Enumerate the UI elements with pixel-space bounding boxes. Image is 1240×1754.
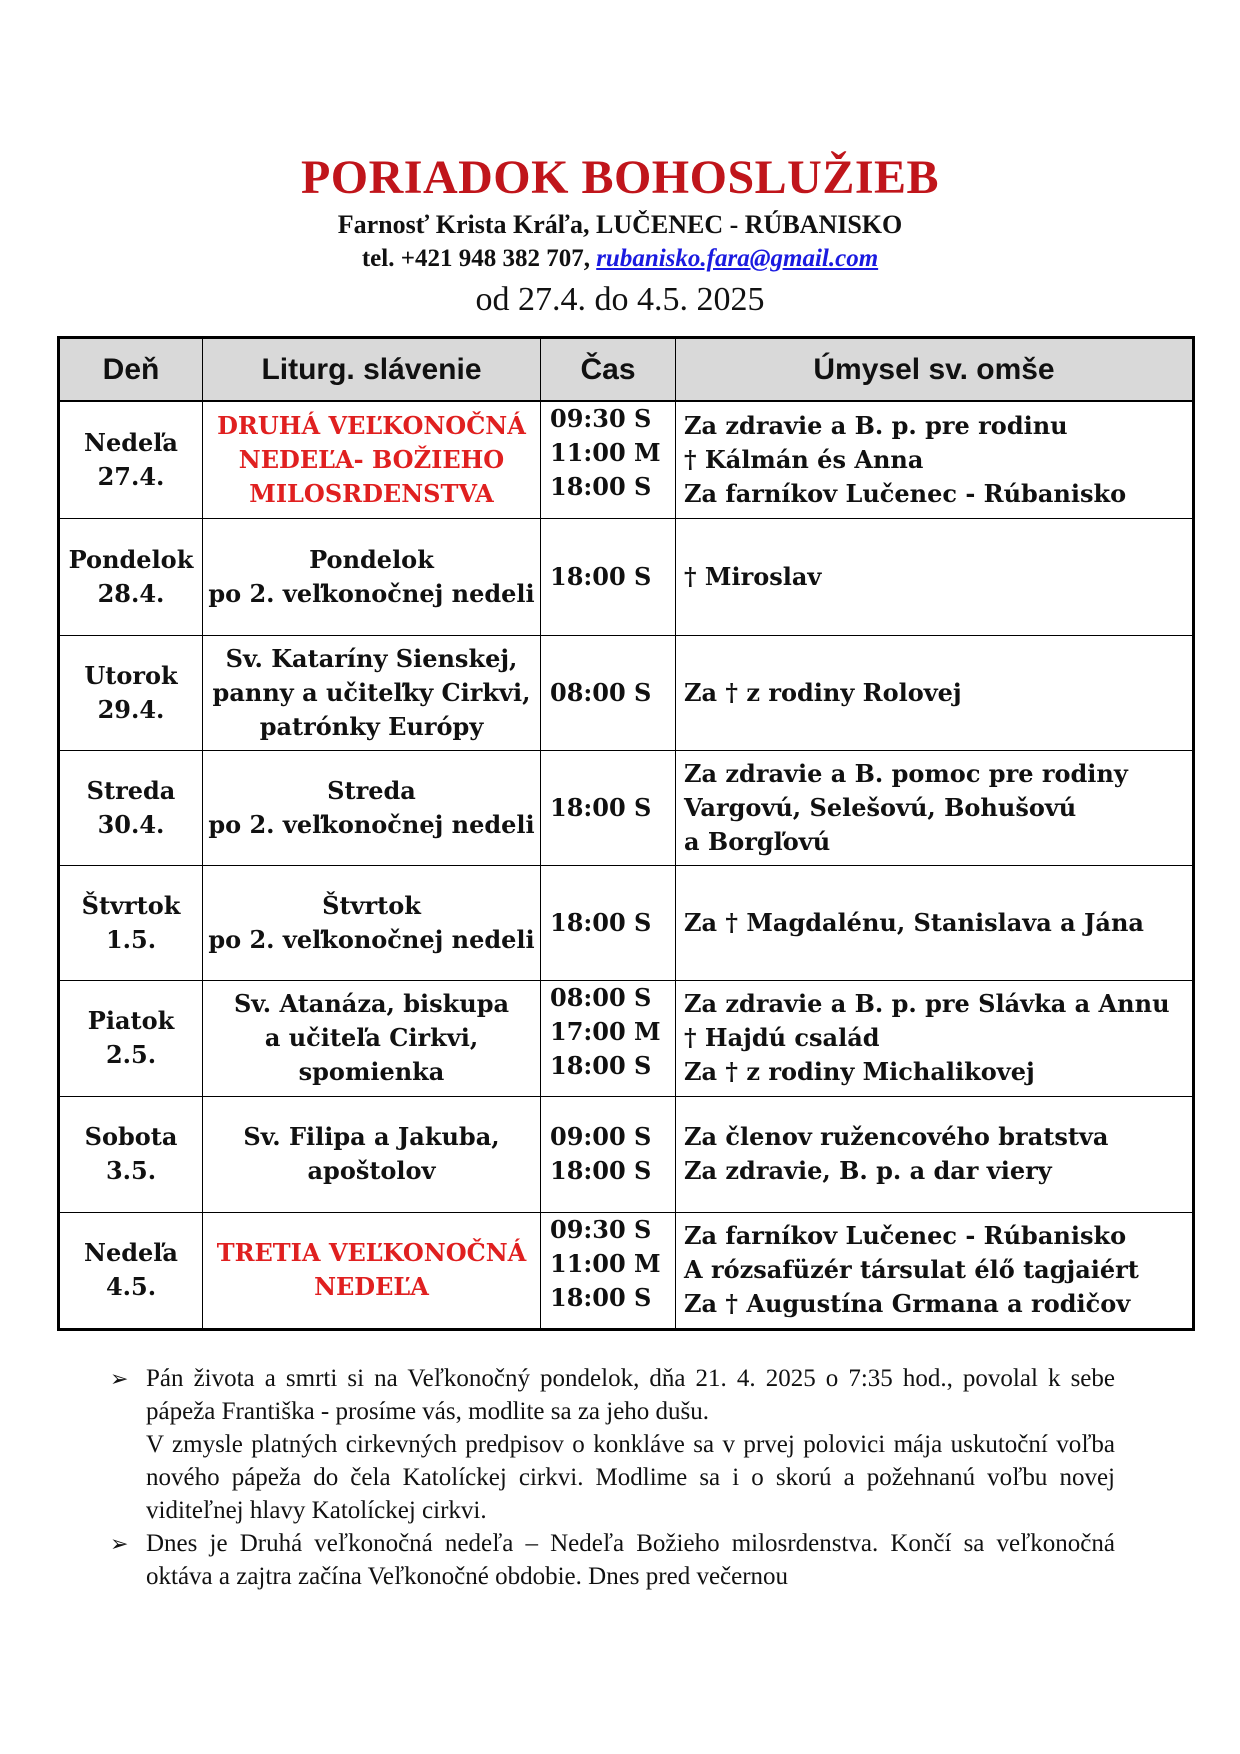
intention-cell (676, 865, 1194, 980)
time-cell (541, 401, 676, 518)
table-row (59, 980, 1194, 1096)
time-cell (541, 1212, 676, 1329)
email-link[interactable]: rubanisko.fara@gmail.com (596, 245, 879, 272)
table-row (59, 635, 1194, 750)
liturgy-line: panny a učiteľky Cirkvi, (212, 677, 531, 707)
liturgy-line: DRUHÁ VEĽKONOČNÁ (217, 410, 526, 440)
day-date: 1.5. (105, 924, 157, 954)
liturgy-line: Sv. Filipa a Jakuba, (243, 1122, 500, 1151)
intention-line: Za zdravie a B. p. pre rodinu (684, 410, 1068, 440)
day-cell (59, 750, 203, 865)
day-name: Nedeľa (84, 427, 178, 457)
table-row (59, 865, 1194, 980)
day-cell (59, 865, 203, 980)
intention-cell (676, 635, 1194, 750)
liturgy-line: TRETIA VEĽKONOČNÁ (216, 1238, 527, 1267)
liturgy-cell (203, 865, 541, 980)
mass-time: 18:00 S (550, 907, 652, 937)
mass-time: 09:30 S (550, 404, 652, 433)
announcements (110, 1362, 1115, 1593)
day-cell (59, 401, 203, 518)
time-cell (541, 635, 676, 750)
header-day: Deň (59, 338, 203, 402)
intention-line: Za zdravie, B. p. a dar viery (684, 1156, 1052, 1185)
mass-time: 18:00 S (550, 1050, 652, 1080)
intention-line: † Miroslav (684, 561, 822, 591)
day-cell (59, 980, 203, 1096)
liturgy-line: Pondelok (309, 544, 434, 574)
arrow-bullet-icon: ➢ (110, 1366, 129, 1391)
intention-cell (676, 1212, 1194, 1329)
time-cell (541, 750, 676, 865)
time-cell (541, 518, 676, 635)
mass-time: 11:00 M (550, 1248, 661, 1278)
liturgy-line: apoštolov (307, 1156, 436, 1185)
liturgy-cell (203, 1096, 541, 1212)
intention-cell (676, 401, 1194, 518)
page-title: PORIADOK BOHOSLUŽIEB (300, 151, 940, 204)
mass-time: 18:00 S (550, 561, 652, 591)
day-cell (59, 518, 203, 635)
liturgy-line: Štvrtok (322, 890, 421, 920)
mass-time: 11:00 M (550, 438, 661, 467)
liturgy-cell (203, 980, 541, 1096)
intention-line: † Hajdú család (684, 1023, 880, 1052)
intention-line: Za zdravie a B. p. pre Slávka a Annu (684, 989, 1170, 1018)
day-name: Pondelok (68, 544, 194, 574)
liturgy-line: po 2. veľkonočnej nedeli (208, 578, 535, 608)
time-cell (541, 865, 676, 980)
table-row (59, 1096, 1194, 1212)
liturgy-line: po 2. veľkonočnej nedeli (208, 809, 535, 839)
liturgy-cell (203, 750, 541, 865)
intention-cell (676, 1096, 1194, 1212)
announcement-text: Pán života a smrti si na Veľkonočný pondelok, dňa 21. 4. 2025 o 7:35 hod., povolal k sebe pápeža Františka - prosíme vás, modlite sa za jeho dušu. (146, 1365, 1115, 1425)
liturgy-cell (203, 518, 541, 635)
announcement-item (110, 1527, 1115, 1593)
intention-line: A rózsafüzér társulat élő tagjaiért (684, 1255, 1139, 1284)
announcement-text: V zmysle platných cirkevných predpisov o konkláve sa v prvej polovici mája uskutoční voľba nového pápeža do čela Katolíckej cirkvi. Modlime sa i o skorú a požehnanú voľbu novej viditeľnej hlavy Katolíckej cirkvi. (146, 1431, 1115, 1524)
intention-line: † Kálmán és Anna (684, 444, 924, 474)
day-date: 29.4. (97, 694, 165, 724)
contact-line (0, 242, 1240, 276)
mass-time: 08:00 S (550, 982, 652, 1012)
document-header (0, 150, 1240, 322)
day-name: Sobota (84, 1122, 178, 1151)
day-cell (59, 635, 203, 750)
liturgy-line: po 2. veľkonočnej nedeli (208, 924, 535, 954)
date-range: od 27.4. do 4.5. 2025 (475, 281, 765, 318)
intention-line: Za farníkov Lučenec - Rúbanisko (684, 478, 1127, 508)
intention-cell (676, 518, 1194, 635)
day-cell (59, 1212, 203, 1329)
day-name: Utorok (84, 660, 178, 690)
mass-time: 17:00 M (550, 1016, 661, 1046)
liturgy-line: Sv. Kataríny Sienskej, (225, 643, 518, 673)
time-cell (541, 1096, 676, 1212)
intention-line: Za † Magdalénu, Stanislava a Jána (684, 907, 1144, 937)
table-row (59, 750, 1194, 865)
day-name: Piatok (87, 1006, 175, 1035)
time-cell (541, 980, 676, 1096)
day-name: Streda (86, 775, 176, 805)
day-date: 4.5. (105, 1272, 157, 1301)
liturgy-line: NEDEĽA- BOŽIEHO (238, 444, 505, 474)
mass-time: 08:00 S (550, 677, 652, 707)
day-date: 28.4. (97, 578, 165, 608)
day-date: 2.5. (105, 1040, 157, 1069)
liturgy-line: Streda (327, 775, 416, 805)
mass-time: 18:00 S (550, 1156, 652, 1185)
mass-time: 09:30 S (550, 1214, 652, 1244)
header-liturgy: Liturg. slávenie (203, 338, 541, 402)
intention-line: Za farníkov Lučenec - Rúbanisko (684, 1221, 1127, 1250)
mass-time: 18:00 S (550, 472, 652, 501)
intention-line: Za členov ružencového bratstva (684, 1122, 1109, 1151)
liturgy-cell (203, 401, 541, 518)
announcement-text: Dnes je Druhá veľkonočná nedeľa – Nedeľa Božieho milosrdenstva. Končí sa veľkonočná oktáva a zajtra začína Veľkonočné obdobie. Dnes pred večernou (146, 1530, 1115, 1590)
day-date: 27.4. (97, 461, 165, 491)
table-header-row (59, 338, 1194, 402)
liturgy-line: spomienka (298, 1057, 445, 1086)
day-cell (59, 1096, 203, 1212)
intention-cell (676, 980, 1194, 1096)
day-date: 30.4. (97, 809, 165, 839)
mass-time: 09:00 S (550, 1122, 652, 1151)
arrow-bullet-icon: ➢ (110, 1531, 129, 1556)
intention-line: Za † z rodiny Michalikovej (684, 1057, 1035, 1086)
intention-line: Za zdravie a B. pomoc pre rodiny (684, 758, 1128, 788)
intention-line: a Borgľovú (684, 826, 831, 856)
liturgy-line: Sv. Atanáza, biskupa (233, 989, 510, 1018)
table-row (59, 401, 1194, 518)
table-row (59, 1212, 1194, 1329)
intention-line: Za † Augustína Grmana a rodičov (684, 1289, 1131, 1318)
intention-line: Vargovú, Selešovú, Bohušovú (684, 792, 1077, 822)
header-time: Čas (541, 338, 676, 402)
parish-name: Farnosť Krista Kráľa, LUČENEC - RÚBANISKO (337, 210, 903, 239)
day-name: Nedeľa (84, 1238, 178, 1267)
liturgy-line: MILOSRDENSTVA (249, 478, 494, 508)
header-intention: Úmysel sv. omše (676, 338, 1194, 402)
table-row (59, 518, 1194, 635)
liturgy-line: a učiteľa Cirkvi, (264, 1023, 479, 1052)
mass-time: 18:00 S (550, 792, 652, 822)
mass-time: 18:00 S (550, 1282, 652, 1312)
intention-line: Za † z rodiny Rolovej (684, 677, 962, 707)
phone-text: tel. +421 948 382 707, (361, 245, 597, 272)
intention-cell (676, 750, 1194, 865)
liturgy-cell (203, 635, 541, 750)
liturgy-line: patrónky Európy (259, 711, 484, 741)
liturgy-line: NEDEĽA (314, 1272, 429, 1301)
schedule-table (57, 336, 1195, 1331)
liturgy-cell (203, 1212, 541, 1329)
announcement-item (110, 1362, 1115, 1527)
day-date: 3.5. (105, 1156, 157, 1185)
day-name: Štvrtok (81, 890, 181, 920)
